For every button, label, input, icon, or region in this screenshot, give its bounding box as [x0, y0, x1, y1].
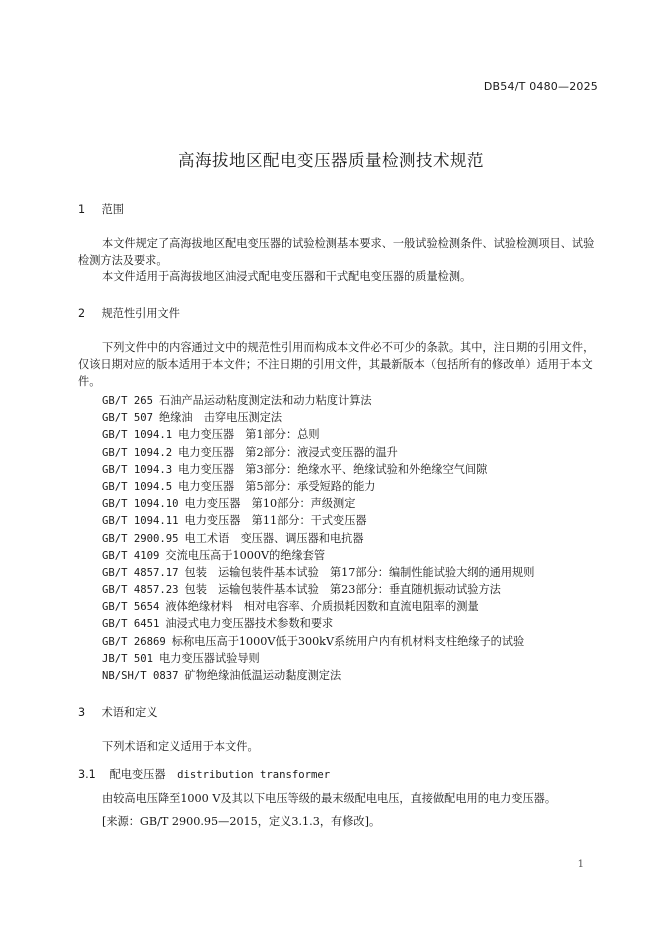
- reference-code: GB/T 5654: [102, 601, 160, 614]
- reference-code: GB/T 1094.11: [102, 515, 179, 528]
- term-heading: [78, 766, 330, 782]
- reference-title: 电力变压器 第5部分：承受短路的能力: [178, 479, 376, 493]
- document-title: 高海拔地区配电变压器质量检测技术规范: [178, 151, 484, 170]
- term-name-cn: 配电变压器: [109, 768, 166, 781]
- reference-code: GB/T 507: [102, 412, 154, 425]
- reference-title: 电工术语 变压器、调压器和电抗器: [184, 531, 364, 545]
- section-number: 3: [78, 706, 86, 719]
- reference-title: 石油产品运动粘度测定法和动力粘度计算法: [159, 394, 372, 407]
- reference-code: GB/T 4109: [102, 549, 160, 562]
- reference-code: GB/T 1094.2: [102, 446, 173, 459]
- list-item: [102, 667, 602, 684]
- list-item: [102, 564, 602, 581]
- reference-code: GB/T 26869: [102, 635, 166, 648]
- list-item: [102, 615, 602, 632]
- list-item: [102, 633, 602, 650]
- list-item: [102, 512, 602, 529]
- reference-code: JB/T 501: [102, 652, 154, 665]
- reference-code: GB/T 6451: [102, 618, 160, 631]
- list-item: [102, 426, 602, 443]
- section-title: 规范性引用文件: [101, 307, 180, 320]
- list-item: [102, 650, 602, 667]
- list-item: [102, 581, 602, 598]
- scope-paragraph-1: 本文件规定了高海拔地区配电变压器的试验检测基本要求、一般试验检测条件、试验检测项目、试验检测方法及要求。: [78, 237, 595, 267]
- reference-code: GB/T 265: [102, 395, 154, 407]
- term-number: 3.1: [78, 768, 96, 781]
- reference-title: 包装 运输包装件基本试验 第23部分：垂直随机振动试验方法: [184, 583, 501, 597]
- reference-title: 电力变压器 第2部分：液浸式变压器的温升: [178, 445, 398, 459]
- list-item: [102, 392, 602, 409]
- reference-title: 电力变压器 第1部分：总则: [178, 428, 320, 442]
- list-item: [102, 444, 602, 461]
- reference-title: 电力变压器 第10部分：声级测定: [184, 497, 356, 511]
- references-intro: 下列文件中的内容通过文中的规范性引用而构成本文件必不可少的条款。其中，注日期的引用文件，仅该日期对应的版本适用于本文件；不注日期的引用文件，其最新版本（包括所有的修改单）适用于本文件。: [78, 341, 595, 388]
- reference-title: 油浸式电力变压器技术参数和要求: [165, 617, 334, 631]
- reference-title: 包装 运输包装件基本试验 第17部分：编制性能试验大纲的通用规则: [184, 565, 535, 579]
- section-heading-normative-references: [78, 305, 180, 321]
- scope-paragraph-2: 本文件适用于高海拔地区油浸式配电变压器和干式配电变压器的质量检测。: [102, 270, 472, 283]
- section-number: 2: [78, 307, 86, 320]
- reference-title: 交流电压高于1000V的绝缘套管: [165, 548, 326, 562]
- reference-title: 液体绝缘材料 相对电容率、介质损耗因数和直流电阻率的测量: [165, 600, 479, 614]
- term-definition: 由较高电压降至1000 V及其以下电压等级的最末级配电电压，直接做配电用的电力变压器。: [102, 792, 557, 805]
- list-item: [102, 478, 602, 495]
- section-heading-scope: [78, 201, 124, 217]
- list-item: [102, 409, 602, 426]
- reference-code: GB/T 2900.95: [102, 532, 179, 545]
- section-title: 范围: [101, 203, 124, 216]
- list-item: [102, 598, 602, 615]
- reference-list: [102, 392, 602, 684]
- reference-code: GB/T 4857.23: [102, 584, 179, 597]
- term-name-en: distribution transformer: [177, 769, 331, 781]
- terms-intro: 下列术语和定义适用于本文件。: [102, 740, 259, 753]
- list-item: [102, 495, 602, 512]
- reference-code: NB/SH/T 0837: [102, 670, 179, 682]
- reference-code: GB/T 1094.10: [102, 498, 179, 511]
- reference-code: GB/T 1094.5: [102, 480, 173, 493]
- list-item: [102, 530, 602, 547]
- reference-title: 标称电压高于1000V低于300kV系统用户内有机材料支柱绝缘子的试验: [171, 634, 525, 648]
- list-item: [102, 547, 602, 564]
- reference-title: 电力变压器试验导则: [159, 651, 260, 665]
- reference-title: 电力变压器 第11部分：干式变压器: [184, 514, 367, 528]
- reference-title: 电力变压器 第3部分：绝缘水平、绝缘试验和外绝缘空气间隙: [178, 462, 488, 476]
- reference-title: 矿物绝缘油低温运动黏度测定法: [184, 669, 342, 682]
- reference-code: GB/T 1094.1: [102, 429, 173, 442]
- section-heading-terms: [78, 704, 158, 720]
- standard-code: DB54/T 0480—2025: [483, 80, 598, 93]
- page-number: 1: [577, 859, 584, 870]
- term-source: [来源：GB/T 2900.95—2015，定义3.1.3，有修改]。: [102, 815, 381, 828]
- list-item: [102, 461, 602, 478]
- section-title: 术语和定义: [101, 706, 158, 719]
- reference-code: GB/T 4857.17: [102, 566, 179, 579]
- section-number: 1: [78, 203, 86, 216]
- reference-code: GB/T 1094.3: [102, 463, 173, 476]
- reference-title: 绝缘油 击穿电压测定法: [159, 411, 283, 425]
